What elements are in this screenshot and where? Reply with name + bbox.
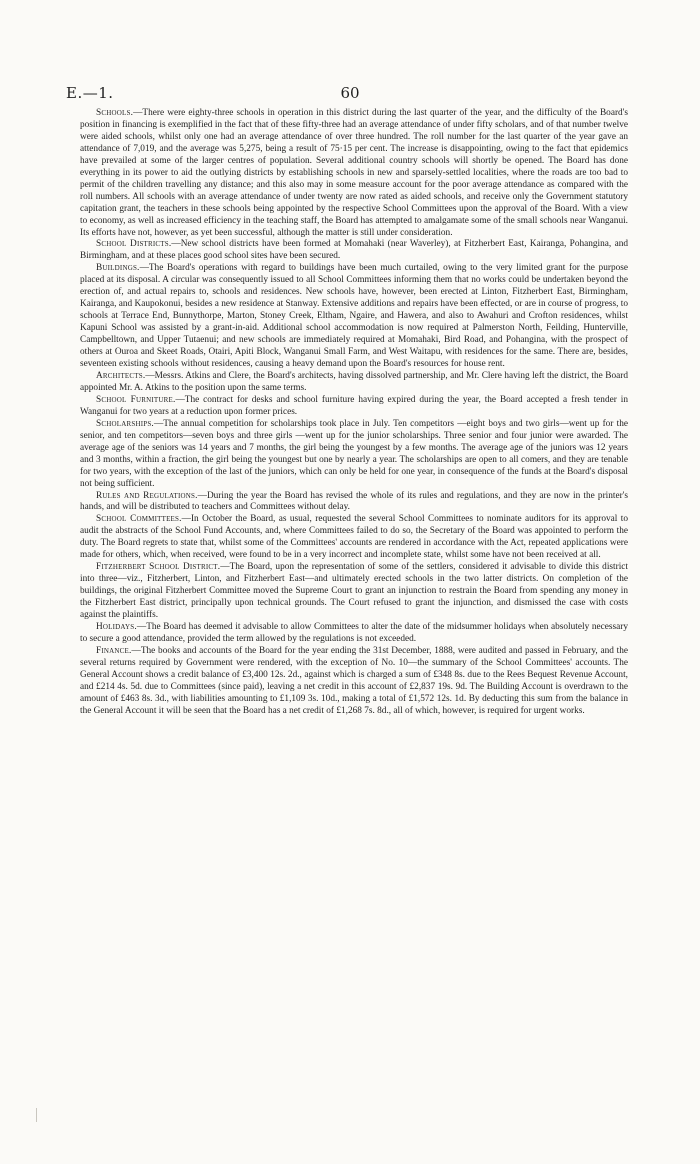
paragraph-schools bbox=[80, 108, 628, 239]
paragraph-heading: Scholarships. bbox=[96, 418, 154, 429]
paragraph-heading: School Committees. bbox=[96, 514, 182, 525]
paragraph-holidays bbox=[80, 622, 628, 646]
paragraph-text: —New school districts have been formed at Momahaki (near Waverley), at Fitzherbert East, Kairanga, Pohangina, and Birmingham, and at these places good school sites have been secured. bbox=[80, 239, 628, 262]
paragraph-heading: Buildings. bbox=[96, 263, 140, 274]
paragraph-buildings bbox=[80, 263, 628, 371]
paragraph-text: —In October the Board, as usual, requested the several School Committees to nominate auditors for its approval to audit the abstracts of the School Fund Accounts, and, where Committees failed to do so, the Secretary of the Board was appointed to perform the duty. The Board regrets to state that, whilst some of the Committees' accounts are rendered in accordance with the Act, repeated applications were made for others, which, when received, were found to be in a very incorrect and incomplete state, whilst some have not been received at all. bbox=[80, 514, 629, 561]
paragraph-text: —The Board has deemed it advisable to allow Committees to alter the date of the midsummer holidays when absolutely necessary to secure a good attendance, provided the term allowed by the regulations is not exceeded. bbox=[80, 621, 628, 644]
paragraph-heading: Holidays. bbox=[96, 621, 137, 632]
scan-mark bbox=[36, 1108, 37, 1122]
paragraph-text: —During the year the Board has revised the whole of its rules and regulations, and they are now in the printer's hands, and will be distributed to teachers and Committees without delay. bbox=[80, 490, 628, 513]
paragraph-heading: Rules and Regulations. bbox=[96, 490, 198, 501]
paragraph-finance bbox=[80, 646, 628, 718]
paragraph-architects bbox=[80, 371, 628, 395]
document-body bbox=[80, 108, 628, 718]
paragraph-rules-and-regulations bbox=[80, 491, 628, 515]
paragraph-text: —Messrs. Atkins and Clere, the Board's architects, having dissolved partnership, and Mr. Clere having left the district, the Board appointed Mr. A. Atkins to the position upon the same terms. bbox=[80, 370, 628, 393]
paragraph-school-districts bbox=[80, 239, 628, 263]
paragraph-text: —The contract for desks and school furniture having expired during the year, the Board accepted a fresh tender in Wanganui for two years at a reduction upon former prices. bbox=[80, 394, 628, 417]
paragraph-school-furniture bbox=[80, 395, 628, 419]
paragraph-text: —The annual competition for scholarships took place in July. Ten competitors —eight boys and two girls—went up for the senior, and ten competitors—seven boys and three girls —went up for the junior scholarships. Three senior and four junior were awarded. The average age of the seniors was 14 years and 7 months, the girl being the youngest by a few months. The average age of the juniors was 12 years and 3 months, within a fraction, the girl being the youngest but one by nearly a year. The scholarships are open to all comers, and they are tenable for two years, with the exception of the last of the juniors, which can only be held for one year, in consequence of the funds at the Board's disposal not being sufficient. bbox=[80, 418, 628, 489]
paragraph-heading: Finance. bbox=[96, 645, 132, 656]
paragraph-text: —The books and accounts of the Board for the year ending the 31st December, 1888, were audited and passed in February, and the several returns required by Government were rendered, with the exception of No. 10—the summary of the School Committees' accounts. The General Account shows a credit balance of £3,400 12s. 2d., against which is charged a sum of £348 8s. due to the Rees Bequest Revenue Account, and £214 4s. 5d. due to Committees (since paid), leaving a net credit in this account of £2,837 19s. 9d. The Building Account is overdrawn to the amount of £463 8s. 3d., with liabilities amounting to £1,109 3s. 10d., making a total of £1,572 12s. 1d. By deducting this sum from the balance in the General Account it will be seen that the Board has a net credit of £1,268 7s. 8d., all of which, however, is required for urgent works. bbox=[80, 645, 628, 716]
document-reference: E.—1. bbox=[66, 84, 114, 102]
paragraph-text: —There were eighty-three schools in operation in this district during the last quarter of the year, and the difficulty of the Board's position in financing is exemplified in the fact that of these fifty-three had an average attendance of under fifty scholars, and of that number twelve were aided schools, whilst only one had an average attendance of over three hundred. The roll number for the last quarter of the year gave an attendance of 7,019, and the average was 5,275, being a result of 75·15 per cent. The increase is disappointing, owing to the fact that epidemics have prevailed at some of the larger centres of population. Several additional country schools will shortly be opened. The Board has done everything in its power to aid the outlying districts by establishing schools in new and sparsely-settled localities, where the roads are too bad to permit of the children travelling any distance; and this also may in some measure account for the poor average attendance as compared with the roll numbers. All schools with an average attendance of under twenty are now rated as aided schools, and receive only the Government statutory capitation grant, the teachers in these schools being appointed by the respective School Committees upon the approval of the Board. With a view to economy, as well as increased efficiency in the teaching staff, the Board has attempted to amalgamate some of the small schools near Wanganui. Its efforts have not, however, as yet been successful, although the matter is still under consideration. bbox=[80, 108, 628, 238]
paragraph-text: —The Board's operations with regard to buildings have been much curtailed, owing to the very limited grant for the purpose placed at its disposal. A circular was consequently issued to all School Committees informing them that no works could be undertaken beyond the erection of, and actual repairs to, schools and residences. New schools have, however, been erected at Linton, Fitzherbert East, Birmingham, Kairanga, and Kaupokonui, besides a new residence at Stanway. Extensive additions and repairs have been effected, or are in course of progress, to schools at Terrace End, Bunnythorpe, Marton, Stoney Creek, Eltham, Ngaire, and Hawera, and also to Awahuri and Crofton residences, whilst Kapuni School was assisted by a grant-in-aid. Additional school accommodation is now required at Palmerston North, Feilding, Hunterville, Campbelltown, and Upper Tutaenui; and new schools are immediately required at Momahaki, Bird Road, and Pohangina, with the prospect of others at Ouroa and Skeet Roads, Otairi, Apiti Block, Wanganui Small Farm, and West Waitapu, with residences for the same. There are, besides, seventeen existing schools without residences, causing a heavy demand upon the Board's resources for house rent. bbox=[80, 263, 628, 370]
paragraph-heading: Architects. bbox=[96, 370, 146, 381]
paragraph-text: —The Board, upon the representation of some of the settlers, considered it advisable to divide this district into three—viz., Fitzherbert, Linton, and Fitzherbert East—and ultimately erected schools in the two latter districts. On completion of the buildings, the original Fitzherbert Committee moved the Supreme Court to grant an injunction to restrain the Board from spending any money in the Fitzherbert East district, principally upon technical grounds. The Court refused to grant the injunction, and dismissed the case with costs against the plaintiffs. bbox=[80, 562, 628, 621]
page-number: 60 bbox=[340, 84, 360, 102]
paragraph-heading: Schools. bbox=[96, 108, 134, 118]
paragraph-heading: School Districts. bbox=[96, 239, 172, 250]
paragraph-scholarships bbox=[80, 419, 628, 491]
paragraph-fitzherbert-school-district bbox=[80, 562, 628, 622]
paragraph-heading: School Furniture. bbox=[96, 394, 176, 405]
page-header bbox=[66, 84, 634, 104]
paragraph-school-committees bbox=[80, 514, 628, 562]
paragraph-heading: Fitzherbert School District. bbox=[96, 562, 221, 573]
